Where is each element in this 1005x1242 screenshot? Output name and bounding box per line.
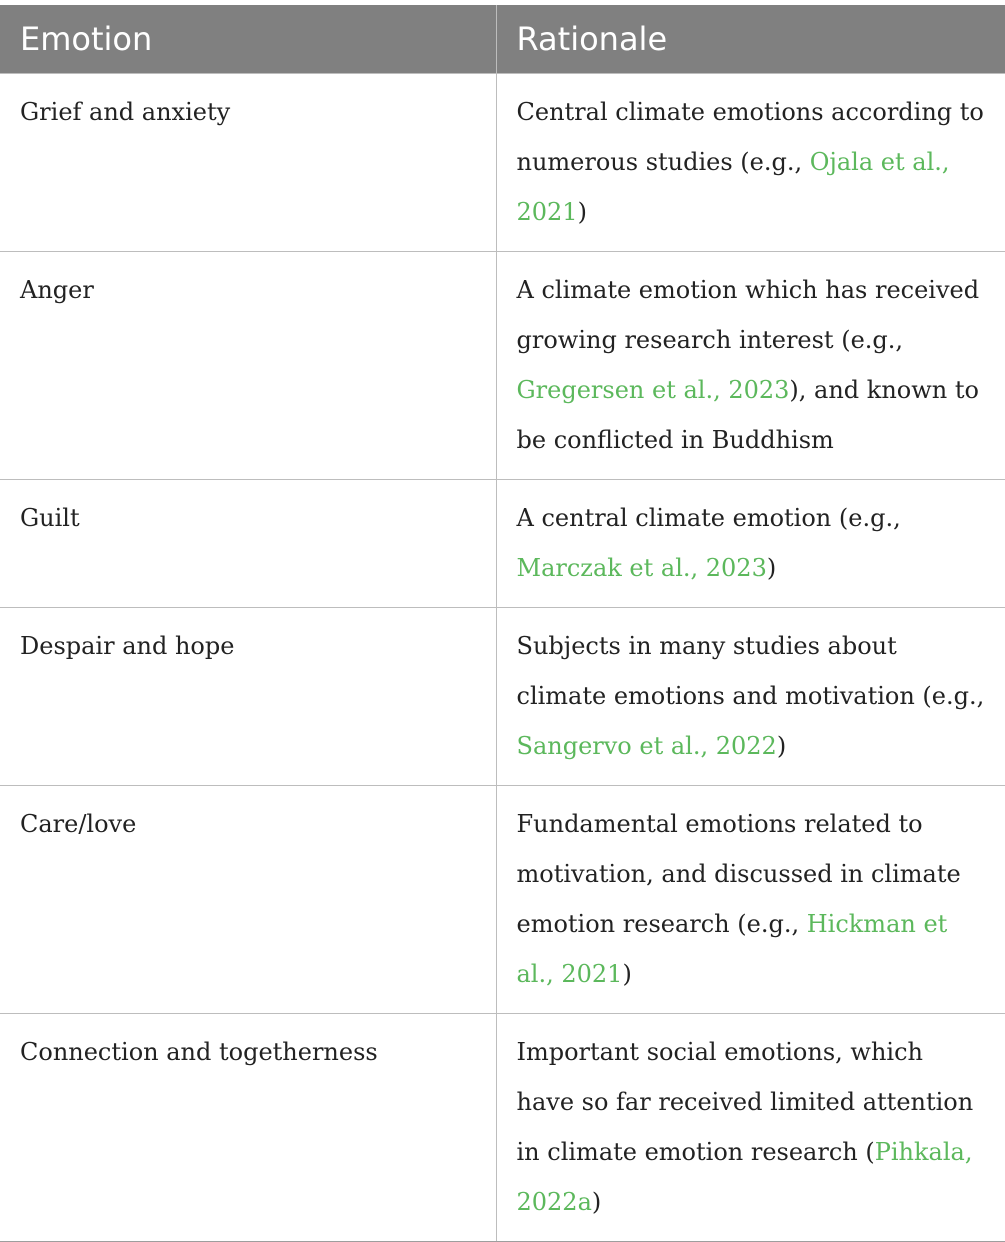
rationale-fragment: )	[766, 554, 777, 582]
rationale-cell	[496, 1014, 1005, 1242]
citation-link[interactable]: Marczak et al., 2023	[516, 554, 767, 582]
emotion-text: Care/love	[20, 810, 137, 838]
rationale-fragment: )	[622, 960, 632, 988]
rationale-cell	[496, 252, 1005, 480]
rationale-fragment: Fundamental emotions related to motivation, and discussed in climate emotion research (e.g.,	[516, 810, 961, 938]
citation-link[interactable]: Gregersen et al., 2023	[516, 376, 790, 404]
emotion-text: Grief and anxiety	[20, 98, 231, 126]
emotion-text: Guilt	[20, 504, 80, 532]
rationale-text	[517, 621, 986, 771]
emotion-cell	[0, 786, 496, 1014]
emotion-text: Anger	[20, 276, 94, 304]
table-row	[0, 1014, 1005, 1242]
citation-link[interactable]: Ojala et al., 2021	[516, 148, 950, 226]
rationale-fragment: )	[776, 732, 787, 760]
rationale-fragment: )	[591, 1188, 602, 1216]
header-rationale: Rationale	[496, 5, 1005, 74]
table-row	[0, 480, 1005, 608]
table-row	[0, 252, 1005, 480]
emotion-rationale-table	[0, 5, 1005, 1242]
emotion-cell	[0, 252, 496, 480]
table-body	[0, 74, 1005, 1242]
citation-link[interactable]: Pihkala, 2022a	[516, 1138, 973, 1216]
rationale-fragment: Subjects in many studies about climate emotions and motivation (e.g.,	[516, 632, 985, 710]
rationale-cell	[496, 786, 1005, 1014]
header-emotion: Emotion	[0, 5, 496, 74]
rationale-fragment: Central climate emotions according to numerous studies (e.g.,	[516, 98, 984, 176]
emotion-cell	[0, 480, 496, 608]
citation-link[interactable]: Hickman et al., 2021	[516, 910, 948, 988]
header-row	[0, 5, 1005, 74]
emotion-cell	[0, 1014, 496, 1242]
rationale-text	[517, 799, 986, 999]
rationale-text	[517, 87, 986, 237]
emotion-cell	[0, 74, 496, 252]
rationale-cell	[496, 480, 1005, 608]
rationale-text	[517, 1027, 986, 1227]
rationale-text	[517, 265, 986, 465]
rationale-fragment: ), and known to be conflicted in Buddhism	[516, 376, 979, 454]
rationale-cell	[496, 608, 1005, 786]
table-row	[0, 608, 1005, 786]
table-row	[0, 786, 1005, 1014]
rationale-fragment: A central climate emotion (e.g.,	[516, 504, 901, 532]
table-header	[0, 5, 1005, 74]
citation-link[interactable]: Sangervo et al., 2022	[516, 732, 777, 760]
rationale-fragment: )	[577, 198, 587, 226]
emotion-cell	[0, 608, 496, 786]
rationale-text	[517, 493, 986, 593]
table-row	[0, 74, 1005, 252]
emotion-text: Connection and togetherness	[20, 1038, 378, 1066]
emotion-text: Despair and hope	[20, 632, 235, 660]
rationale-fragment: A climate emotion which has received growing research interest (e.g.,	[516, 276, 980, 354]
rationale-fragment: Important social emotions, which have so far received limited attention in climate emotion research (	[516, 1038, 974, 1166]
rationale-cell	[496, 74, 1005, 252]
